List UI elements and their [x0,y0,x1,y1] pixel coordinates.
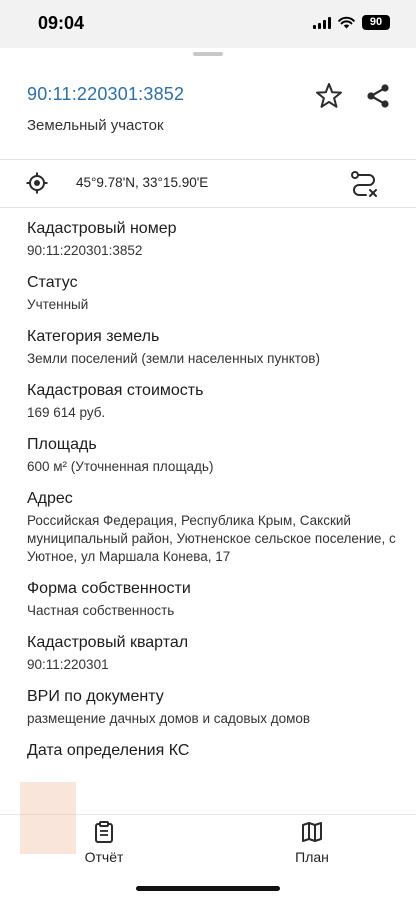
coordinates-row[interactable] [0,160,416,208]
field-label: Адрес [27,490,73,507]
cadastral-number-title: 90:11:220301:3852 [27,84,185,104]
field-area [27,436,397,476]
sheet-grabber[interactable] [193,52,223,56]
tab-plan-label: План [295,849,329,865]
field-cadastral-quarter [27,634,397,674]
field-value: Учтенный [27,297,89,312]
status-bar [0,0,416,48]
object-type-subtitle: Земельный участок [27,117,164,134]
divider [0,207,416,208]
field-label: Кадастровый квартал [27,634,189,651]
battery-icon: 90 [362,15,390,30]
star-icon[interactable] [314,81,344,111]
field-label: Кадастровая стоимость [27,382,204,399]
field-label: Категория земель [27,328,160,345]
home-indicator [136,886,280,891]
field-permitted-use [27,688,397,728]
field-value: 600 м² (Уточненная площадь) [27,459,214,474]
field-value: размещение дачных домов и садовых домов [27,711,311,726]
field-label: Статус [27,274,78,291]
route-icon[interactable] [349,169,379,199]
field-status [27,274,397,314]
field-cadastral-number [27,220,397,260]
field-label: Форма собственности [27,580,191,597]
signal-icon [313,17,331,29]
field-cadastral-value [27,382,397,422]
field-label: Дата определения КС [27,742,190,759]
clipboard-icon [94,821,114,843]
field-label: ВРИ по документу [27,688,164,705]
field-ownership [27,580,397,620]
status-time: 09:04 [38,13,85,33]
target-icon[interactable] [26,172,48,194]
status-icons [313,15,390,30]
map-icon [301,821,323,843]
tab-report-label: Отчёт [84,849,124,865]
property-fields [27,220,397,796]
field-label: Площадь [27,436,97,453]
wifi-icon [338,16,355,29]
field-value: Частная собственность [27,603,175,618]
coordinates-text: 45°9.78'N, 33°15.90'E [76,175,209,190]
field-value: 169 614 руб. [27,405,106,420]
field-value: Российская Федерация, Республика Крым, Сакский муниципальный район, Уютненское сельское поселение, с Уютное, ул Маршала Конева, 17 [27,513,396,564]
field-value: 90:11:220301:3852 [27,243,143,258]
field-address [27,490,397,566]
watermark-badge [20,782,76,854]
field-value: Земли поселений (земли населенных пунктов) [27,351,320,366]
field-label: Кадастровый номер [27,220,177,237]
share-icon[interactable] [364,81,392,111]
field-land-category [27,328,397,368]
field-value: 90:11:220301 [27,657,109,672]
tab-plan[interactable] [252,821,372,865]
